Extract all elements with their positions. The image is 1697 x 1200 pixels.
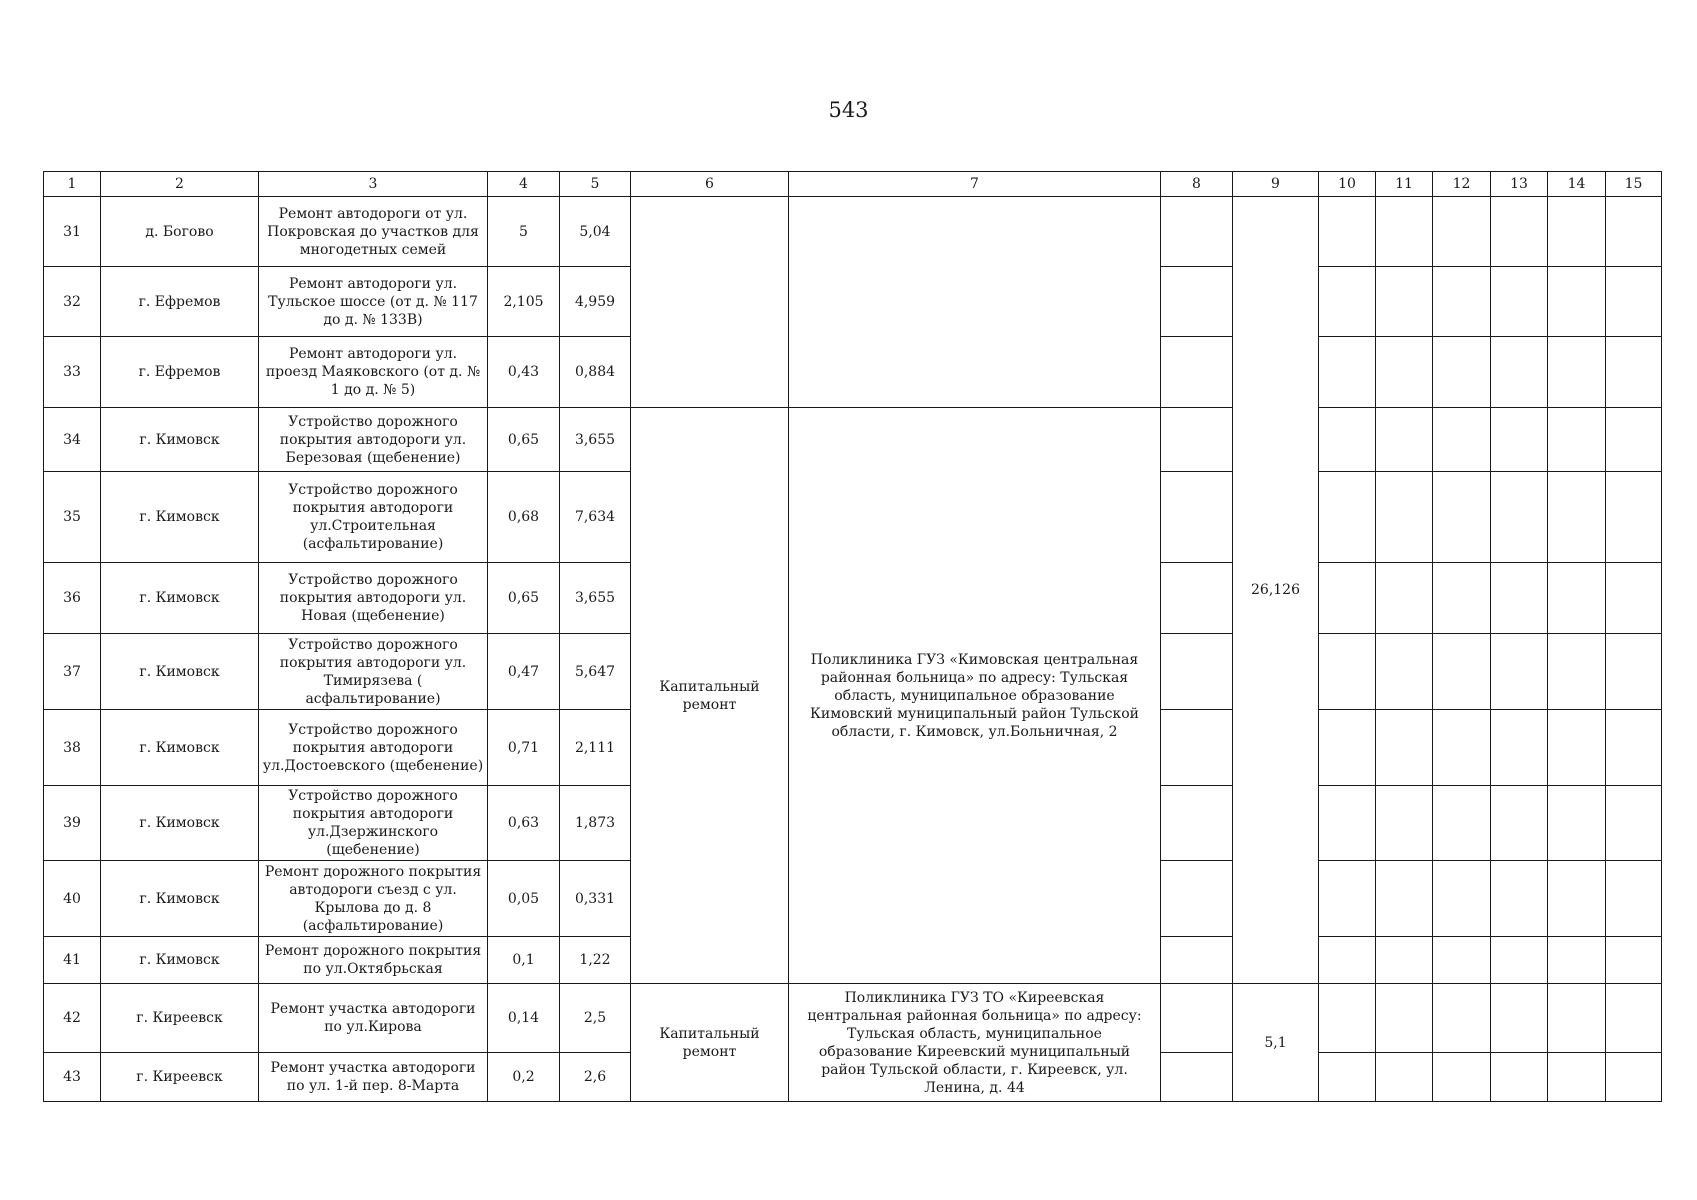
row-number-cell: 43 (44, 1053, 101, 1102)
place-cell: г. Кимовск (101, 710, 259, 786)
value-col9-cell: 5,1 (1233, 984, 1319, 1102)
work-cell: Устройство дорожного покрытия автодороги ул. Березовая (щебенение) (259, 408, 488, 472)
empty-cell (1433, 408, 1491, 472)
empty-cell (1433, 786, 1491, 861)
row-number-cell: 39 (44, 786, 101, 861)
empty-cell (1548, 408, 1606, 472)
empty-cell (1606, 197, 1662, 267)
empty-cell (1606, 267, 1662, 337)
empty-cell (1376, 337, 1433, 408)
empty-cell (1376, 1053, 1433, 1102)
work-cell: Устройство дорожного покрытия автодороги ул.Достоевского (щебенение) (259, 710, 488, 786)
empty-cell (1606, 634, 1662, 710)
empty-cell (1433, 984, 1491, 1053)
header-cell: 8 (1161, 172, 1233, 197)
empty-cell (1548, 472, 1606, 563)
header-cell: 3 (259, 172, 488, 197)
empty-cell (1548, 861, 1606, 937)
empty-cell (1319, 984, 1376, 1053)
work-cell: Ремонт автодороги от ул. Покровская до участков для многодетных семей (259, 197, 488, 267)
value-col4-cell: 0,65 (488, 408, 560, 472)
empty-cell (1548, 937, 1606, 984)
empty-cell (1491, 563, 1548, 634)
empty-cell (1606, 861, 1662, 937)
empty-cell (1548, 267, 1606, 337)
empty-cell (1606, 337, 1662, 408)
value-col4-cell: 0,2 (488, 1053, 560, 1102)
row-number-cell: 42 (44, 984, 101, 1053)
value-col5-cell: 0,884 (560, 337, 631, 408)
empty-cell (1433, 563, 1491, 634)
empty-cell (1161, 984, 1233, 1053)
empty-cell (1606, 937, 1662, 984)
work-cell: Ремонт участка автодороги по ул.Кирова (259, 984, 488, 1053)
place-cell: г. Кимовск (101, 408, 259, 472)
value-col5-cell: 1,873 (560, 786, 631, 861)
empty-cell (1433, 472, 1491, 563)
value-col4-cell: 0,63 (488, 786, 560, 861)
value-col4-cell: 0,05 (488, 861, 560, 937)
empty-cell (1491, 472, 1548, 563)
empty-cell (1433, 267, 1491, 337)
value-col9-cell: 26,126 (1233, 197, 1319, 984)
work-cell: Ремонт автодороги ул. Тульское шоссе (от д. № 117 до д. № 133В) (259, 267, 488, 337)
table-row (44, 408, 1662, 472)
header-cell: 6 (631, 172, 789, 197)
row-number-cell: 34 (44, 408, 101, 472)
empty-cell (1433, 337, 1491, 408)
row-number-cell: 36 (44, 563, 101, 634)
work-cell: Ремонт участка автодороги по ул. 1-й пер. 8-Марта (259, 1053, 488, 1102)
empty-cell (1491, 634, 1548, 710)
value-col4-cell: 0,14 (488, 984, 560, 1053)
empty-cell (1376, 634, 1433, 710)
empty-cell (1548, 634, 1606, 710)
empty-cell (1161, 337, 1233, 408)
empty-cell (1376, 710, 1433, 786)
row-number-cell: 41 (44, 937, 101, 984)
empty-cell (1548, 1053, 1606, 1102)
work-cell: Устройство дорожного покрытия автодороги ул. Новая (щебенение) (259, 563, 488, 634)
header-cell: 2 (101, 172, 259, 197)
empty-cell (1161, 786, 1233, 861)
empty-cell (1376, 984, 1433, 1053)
empty-cell (1491, 408, 1548, 472)
row-number-cell: 40 (44, 861, 101, 937)
empty-cell (1433, 937, 1491, 984)
value-col5-cell: 5,647 (560, 634, 631, 710)
value-col4-cell: 0,43 (488, 337, 560, 408)
empty-cell (1161, 472, 1233, 563)
place-cell: д. Богово (101, 197, 259, 267)
empty-cell (1161, 1053, 1233, 1102)
header-cell: 14 (1548, 172, 1606, 197)
place-cell: г. Киреевск (101, 1053, 259, 1102)
empty-cell (1491, 1053, 1548, 1102)
empty-cell (1548, 197, 1606, 267)
work-cell: Ремонт автодороги ул. проезд Маяковского (от д. № 1 до д. № 5) (259, 337, 488, 408)
header-cell: 5 (560, 172, 631, 197)
work-cell: Устройство дорожного покрытия автодороги ул.Строительная (асфальтирование) (259, 472, 488, 563)
header-cell: 13 (1491, 172, 1548, 197)
empty-cell (1548, 710, 1606, 786)
empty-cell (1376, 267, 1433, 337)
empty-cell (1319, 786, 1376, 861)
place-cell: г. Кимовск (101, 472, 259, 563)
empty-cell (1433, 710, 1491, 786)
empty-cell (1161, 563, 1233, 634)
table-row (44, 197, 1662, 267)
empty-cell (1319, 408, 1376, 472)
work-cell: Ремонт дорожного покрытия автодороги съезд с ул. Крылова до д. 8 (асфальтирование) (259, 861, 488, 937)
work-cell: Устройство дорожного покрытия автодороги ул. Тимирязева ( асфальтирование) (259, 634, 488, 710)
value-col5-cell: 0,331 (560, 861, 631, 937)
empty-cell (1548, 984, 1606, 1053)
value-col4-cell: 2,105 (488, 267, 560, 337)
empty-cell (1376, 408, 1433, 472)
empty-cell (1161, 710, 1233, 786)
empty-cell (1376, 786, 1433, 861)
empty-cell (1376, 197, 1433, 267)
value-col4-cell: 0,65 (488, 563, 560, 634)
work-type-cell: Капитальный ремонт (631, 408, 789, 984)
value-col5-cell: 4,959 (560, 267, 631, 337)
empty-cell (1319, 472, 1376, 563)
value-col4-cell: 5 (488, 197, 560, 267)
empty-cell (1433, 634, 1491, 710)
empty-cell (1606, 786, 1662, 861)
place-cell: г. Кимовск (101, 786, 259, 861)
header-cell: 15 (1606, 172, 1662, 197)
row-number-cell: 32 (44, 267, 101, 337)
empty-cell (1491, 861, 1548, 937)
header-cell: 12 (1433, 172, 1491, 197)
work-type-cell: Капитальный ремонт (631, 984, 789, 1102)
empty-cell (1491, 984, 1548, 1053)
empty-cell (1319, 861, 1376, 937)
value-col4-cell: 0,68 (488, 472, 560, 563)
empty-cell (1606, 1053, 1662, 1102)
row-number-cell: 35 (44, 472, 101, 563)
empty-cell (1433, 197, 1491, 267)
empty-cell (1319, 197, 1376, 267)
empty-cell (1606, 710, 1662, 786)
empty-cell (1548, 786, 1606, 861)
header-cell: 4 (488, 172, 560, 197)
row-number-cell: 33 (44, 337, 101, 408)
value-col5-cell: 2,5 (560, 984, 631, 1053)
empty-cell (1433, 861, 1491, 937)
header-cell: 11 (1376, 172, 1433, 197)
empty-cell (1319, 563, 1376, 634)
empty-cell (1606, 984, 1662, 1053)
empty-cell (1319, 634, 1376, 710)
row-number-cell: 31 (44, 197, 101, 267)
empty-cell (1376, 861, 1433, 937)
empty-cell (1161, 937, 1233, 984)
row-number-cell: 37 (44, 634, 101, 710)
empty-cell (1606, 408, 1662, 472)
value-col5-cell: 2,6 (560, 1053, 631, 1102)
header-row (44, 172, 1662, 197)
work-type-cell (631, 197, 789, 408)
value-col5-cell: 3,655 (560, 408, 631, 472)
empty-cell (1319, 710, 1376, 786)
empty-cell (1319, 937, 1376, 984)
empty-cell (1376, 472, 1433, 563)
row-number-cell: 38 (44, 710, 101, 786)
table-body (44, 172, 1662, 1102)
page-number: 543 (828, 98, 869, 122)
value-col4-cell: 0,71 (488, 710, 560, 786)
value-col4-cell: 0,1 (488, 937, 560, 984)
work-cell: Устройство дорожного покрытия автодороги ул.Дзержинского (щебенение) (259, 786, 488, 861)
value-col5-cell: 2,111 (560, 710, 631, 786)
place-cell: г. Кимовск (101, 861, 259, 937)
empty-cell (1606, 472, 1662, 563)
place-cell: г. Кимовск (101, 937, 259, 984)
place-cell: г. Кимовск (101, 563, 259, 634)
place-cell: г. Ефремов (101, 267, 259, 337)
empty-cell (1491, 786, 1548, 861)
object-cell (789, 197, 1161, 408)
header-cell: 10 (1319, 172, 1376, 197)
empty-cell (1491, 337, 1548, 408)
data-table (43, 171, 1662, 1102)
empty-cell (1319, 1053, 1376, 1102)
empty-cell (1161, 634, 1233, 710)
value-col5-cell: 7,634 (560, 472, 631, 563)
empty-cell (1161, 267, 1233, 337)
value-col4-cell: 0,47 (488, 634, 560, 710)
value-col5-cell: 1,22 (560, 937, 631, 984)
header-cell: 7 (789, 172, 1161, 197)
empty-cell (1161, 861, 1233, 937)
object-cell: Поликлиника ГУЗ «Кимовская центральная районная больница» по адресу: Тульская область, муниципальное образование Кимовский муниципальный район Тульской области, г. Кимовск, ул.Больничная, 2 (789, 408, 1161, 984)
header-cell: 9 (1233, 172, 1319, 197)
work-cell: Ремонт дорожного покрытия по ул.Октябрьская (259, 937, 488, 984)
empty-cell (1491, 937, 1548, 984)
empty-cell (1606, 563, 1662, 634)
place-cell: г. Киреевск (101, 984, 259, 1053)
place-cell: г. Кимовск (101, 634, 259, 710)
empty-cell (1491, 710, 1548, 786)
empty-cell (1376, 937, 1433, 984)
object-cell: Поликлиника ГУЗ ТО «Киреевская центральная районная больница» по адресу: Тульская область, муниципальное образование Киреевский муниципальный район Тульской области, г. Киреевск, ул. Ленина, д. 44 (789, 984, 1161, 1102)
table-row (44, 984, 1662, 1053)
empty-cell (1548, 337, 1606, 408)
empty-cell (1548, 563, 1606, 634)
header-cell: 1 (44, 172, 101, 197)
empty-cell (1433, 1053, 1491, 1102)
empty-cell (1161, 408, 1233, 472)
empty-cell (1491, 197, 1548, 267)
empty-cell (1376, 563, 1433, 634)
place-cell: г. Ефремов (101, 337, 259, 408)
empty-cell (1319, 267, 1376, 337)
empty-cell (1319, 337, 1376, 408)
value-col5-cell: 5,04 (560, 197, 631, 267)
value-col5-cell: 3,655 (560, 563, 631, 634)
empty-cell (1491, 267, 1548, 337)
empty-cell (1161, 197, 1233, 267)
